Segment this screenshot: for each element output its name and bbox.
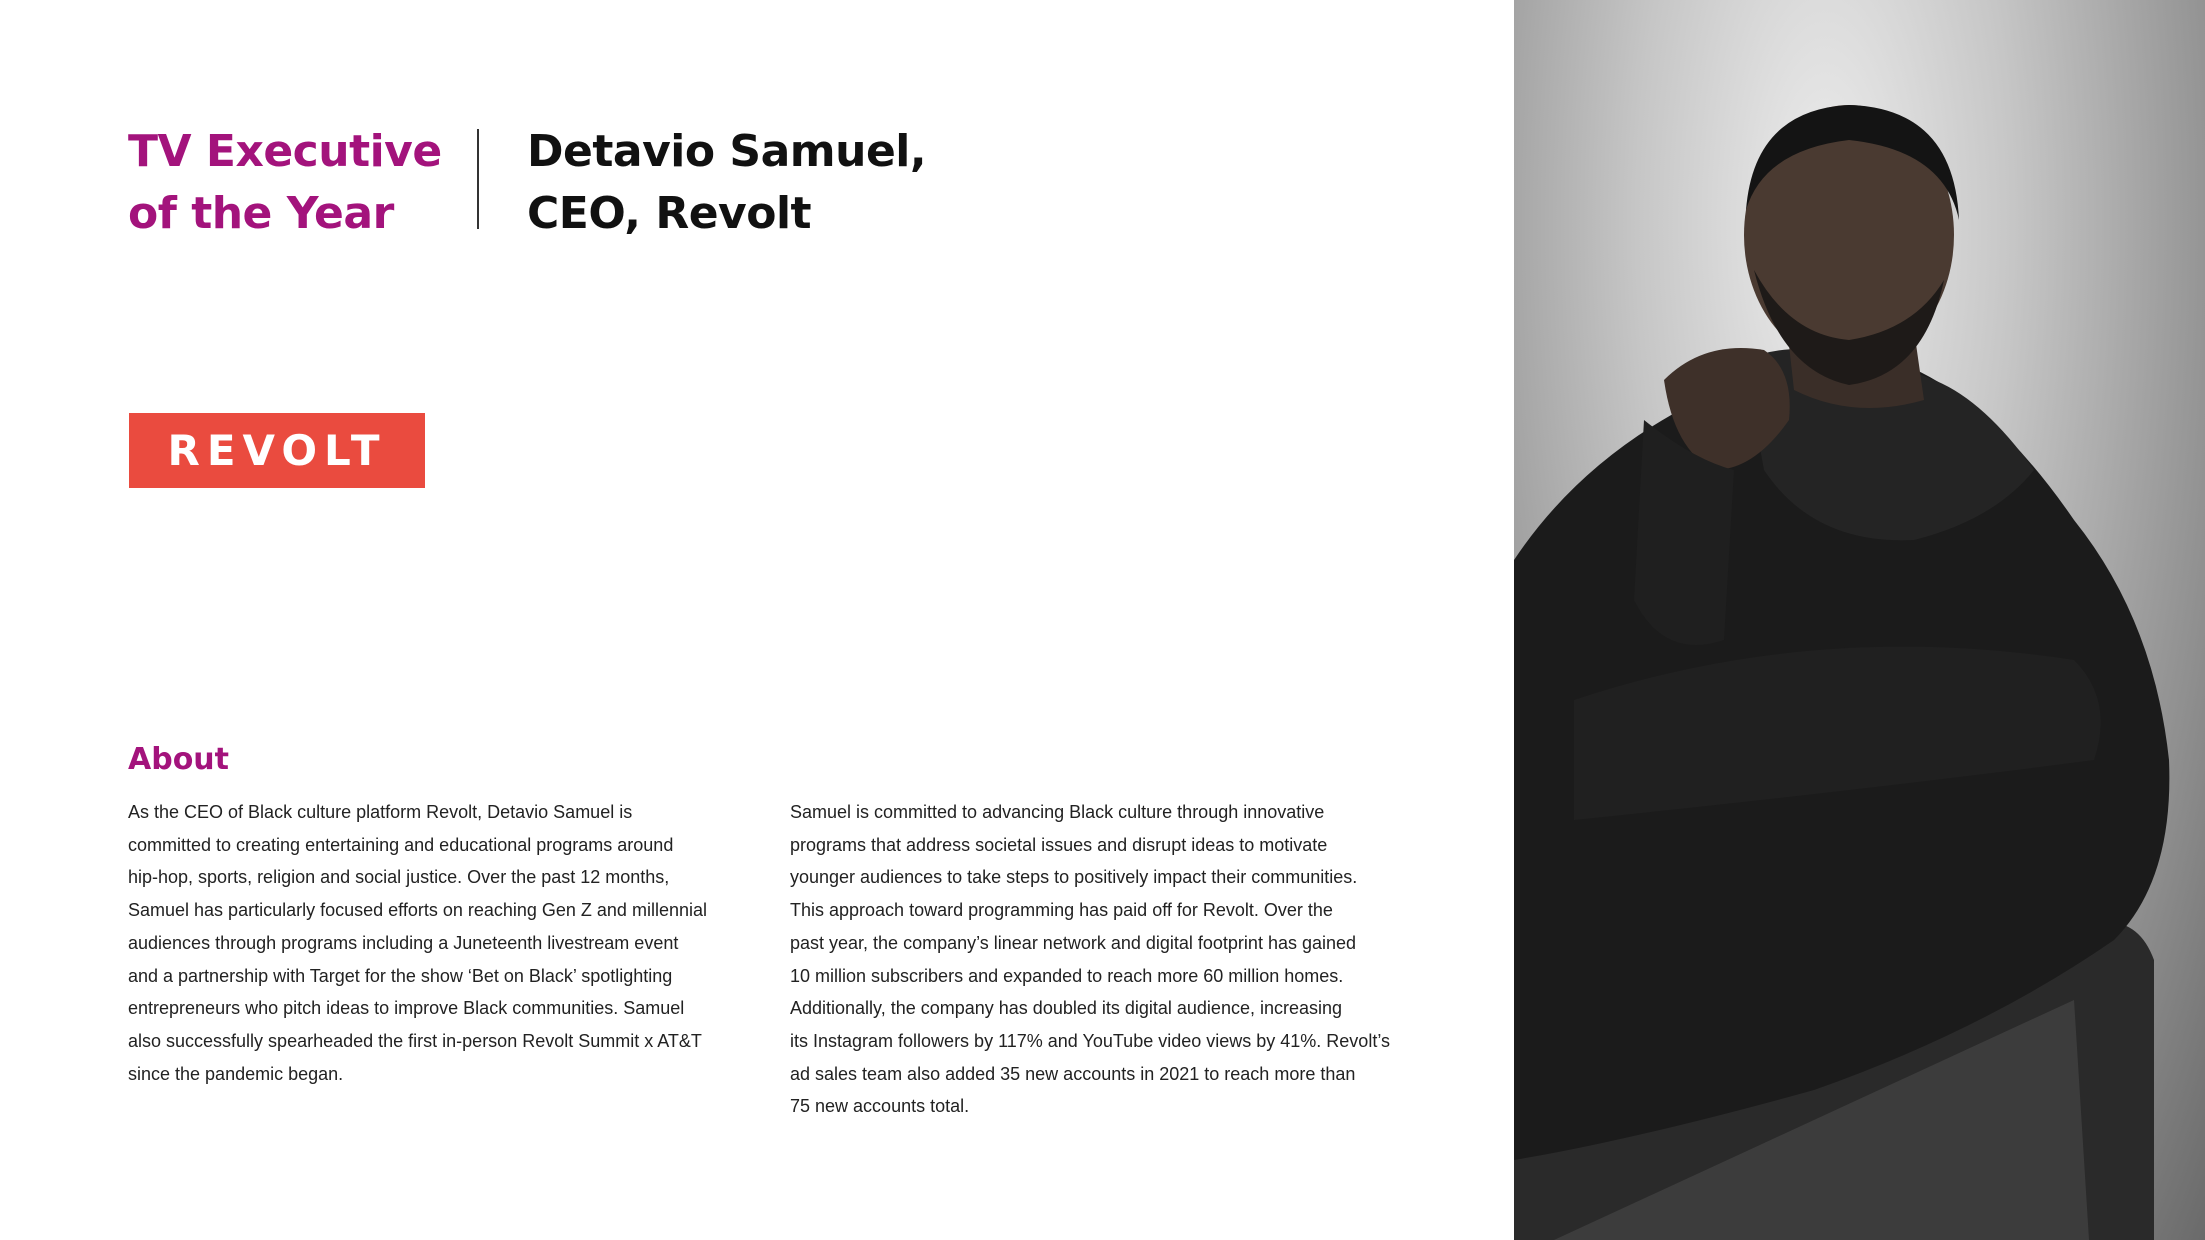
about-left-line: since the pandemic began. bbox=[128, 1063, 344, 1084]
about-right-line: Samuel is committed to advancing Black culture through innovative bbox=[790, 802, 1325, 822]
about-heading: About bbox=[128, 742, 230, 777]
person-name-line-1: Detavio Samuel, bbox=[527, 126, 927, 177]
revolt-logo-text: REVOLT bbox=[167, 426, 387, 475]
about-left-line: Samuel has particularly focused efforts on reaching Gen Z and millennial bbox=[128, 900, 707, 921]
about-left-line: hip-hop, sports, religion and social justice. Over the past 12 months, bbox=[128, 867, 670, 888]
about-right-line: 10 million subscribers and expanded to reach more 60 million homes. bbox=[790, 965, 1344, 986]
person-name-title bbox=[527, 121, 1127, 245]
revolt-logo bbox=[129, 413, 425, 488]
about-left-column bbox=[128, 796, 778, 1090]
about-left-line: also successfully spearheaded the first in-person Revolt Summit x AT&T bbox=[128, 1030, 702, 1051]
award-title-line-1: TV Executive bbox=[128, 126, 442, 177]
about-left-line: audiences through programs including a Juneteenth livestream event bbox=[128, 932, 679, 953]
about-left-line: and a partnership with Target for the show ‘Bet on Black’ spotlighting bbox=[128, 965, 673, 986]
about-left-line: committed to creating entertaining and educational programs around bbox=[128, 834, 674, 855]
about-right-line: younger audiences to take steps to positively impact their communities. bbox=[790, 867, 1358, 888]
about-left-line: As the CEO of Black culture platform Revolt, Detavio Samuel is bbox=[128, 802, 633, 822]
title-divider bbox=[477, 129, 479, 229]
about-left-line: entrepreneurs who pitch ideas to improve Black communities. Samuel bbox=[128, 998, 685, 1019]
about-right-line: ad sales team also added 35 new accounts in 2021 to reach more than bbox=[790, 1063, 1356, 1084]
about-right-line: programs that address societal issues and disrupt ideas to motivate bbox=[790, 834, 1328, 855]
award-title bbox=[128, 121, 458, 245]
about-right-line: its Instagram followers by 117% and YouTube video views by 41%. Revolt’s bbox=[790, 1030, 1390, 1051]
award-title-line-2: of the Year bbox=[128, 188, 394, 239]
portrait-photo bbox=[1514, 0, 2205, 1240]
about-right-column bbox=[790, 796, 1440, 1123]
about-right-line: This approach toward programming has paid off for Revolt. Over the bbox=[790, 900, 1333, 921]
about-right-line: Additionally, the company has doubled its digital audience, increasing bbox=[790, 998, 1343, 1019]
person-name-line-2: CEO, Revolt bbox=[527, 188, 812, 239]
portrait-illustration bbox=[1514, 0, 2205, 1240]
about-right-line: 75 new accounts total. bbox=[790, 1096, 970, 1117]
about-right-line: past year, the company’s linear network and digital footprint has gained bbox=[790, 932, 1357, 953]
